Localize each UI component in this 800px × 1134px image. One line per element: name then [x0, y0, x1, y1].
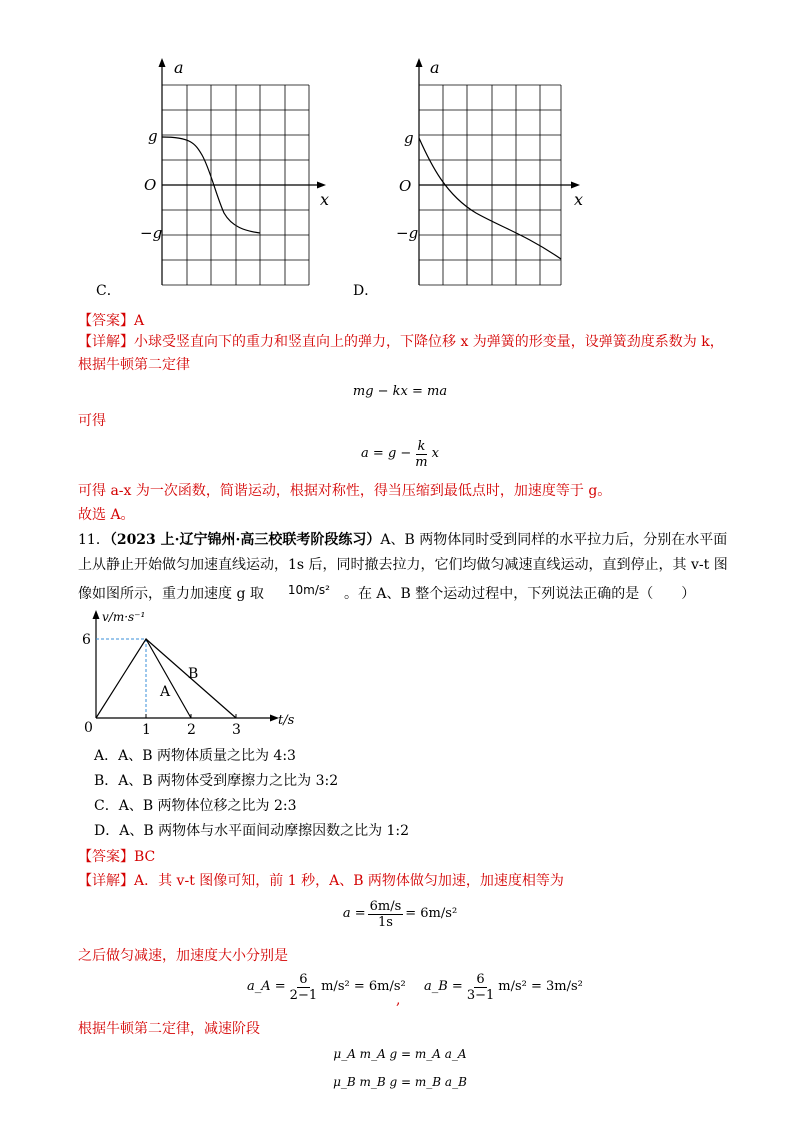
eq-a-right: = 6m/s²: [405, 906, 458, 921]
question-text-3a: 像如图所示，重力加速度 g 取: [78, 586, 264, 602]
question-source: （2023 上·辽宁锦州·高三校联考阶段练习）: [109, 532, 381, 548]
detail-1-equation-2: [0, 436, 800, 472]
eq2-fraction: [413, 439, 429, 470]
detail-1-line-4: 故选 A。: [78, 507, 135, 523]
detail-1-equation-1: mg − kx = ma: [352, 384, 448, 399]
graph-d-tick-neg-g: −g: [396, 224, 419, 242]
graph-c-tick-neg-g: −g: [140, 224, 163, 242]
eq-aa-fraction: [288, 972, 319, 1003]
option-a[interactable]: A．A、B 两物体质量之比为 4:3: [94, 748, 296, 764]
eq-ab-fraction: [465, 972, 496, 1003]
answer-1: 【答案】A: [78, 313, 145, 329]
eq2-left: a = g −: [361, 446, 412, 461]
vt-x-label: t/s: [278, 713, 295, 728]
vt-label-a: A: [160, 684, 171, 700]
eq-ab-right: m/s² = 3m/s²: [498, 979, 583, 994]
graph-d: [396, 55, 596, 295]
eq-aa-right: m/s² = 6m/s²: [321, 979, 406, 994]
detail-2-line-3: 根据牛顿第二定律，减速阶段: [78, 1021, 260, 1037]
detail-2-line-1: 【详解】A．其 v-t 图像可知，前 1 秒，A、B 两物体做匀加速，加速度相等为: [78, 873, 564, 889]
detail-2-equation-3: μ_A m_A g = m_A a_A: [333, 1047, 467, 1061]
answer-2: 【答案】BC: [78, 849, 156, 865]
detail-2-equation-1: [0, 894, 800, 934]
vt-label-b: B: [188, 666, 199, 682]
graph-c-tick-origin: O: [144, 176, 157, 194]
vt-graph: [82, 606, 302, 741]
detail-1-kede: 可得: [78, 413, 106, 429]
eq-a-left: a =: [342, 906, 366, 921]
question-text-1: A、B 两物体同时受到同样的水平拉力后，分别在水平面: [380, 532, 728, 548]
detail-1-line-2: 根据牛顿第二定律: [78, 357, 190, 373]
question-11-line-2: 上从静止开始做匀加速直线运动，1s 后，同时撤去拉力，它们均做匀减速直线运动，直到停止，其 v-t 图: [78, 557, 728, 573]
vt-y-label: v/m·s⁻¹: [102, 610, 146, 624]
eq-ab-numerator: 6: [476, 971, 485, 987]
vt-origin: 0: [84, 720, 93, 736]
graph-c: [140, 55, 340, 295]
graph-c-tick-g: g: [148, 127, 158, 145]
question-11-line-3: [78, 584, 695, 604]
eq2-right: x: [431, 446, 439, 461]
detail-1-line-3: 可得 a-x 为一次函数，简谐运动，根据对称性，得当压缩到最低点时，加速度等于 g。: [78, 483, 612, 499]
eq-aa-left: a_A =: [247, 979, 286, 994]
option-b[interactable]: B．A、B 两物体受到摩擦力之比为 3:2: [94, 773, 339, 789]
option-c[interactable]: C．A、B 两物体位移之比为 2:3: [94, 798, 297, 814]
graph-c-x-axis-label: x: [320, 190, 330, 209]
graph-d-tick-origin: O: [399, 177, 412, 195]
graph-d-tick-g: g: [404, 129, 414, 147]
detail-2-equation-ab: [424, 967, 583, 1007]
option-d[interactable]: D．A、B 两物体与水平面间动摩擦因数之比为 1:2: [94, 823, 410, 839]
graph-d-x-axis-label: x: [574, 190, 584, 209]
eq-ab-left: a_B =: [424, 979, 463, 994]
graph-c-y-axis-label: a: [174, 58, 184, 77]
eq-a-denominator: 1s: [377, 914, 393, 930]
eq2-numerator: k: [417, 438, 426, 454]
question-text-3b: 。在 A、B 整个运动过程中，下列说法正确的是（ ）: [343, 586, 696, 602]
graph-d-y-axis-label: a: [430, 58, 440, 77]
graph-d-label: D．: [353, 283, 379, 299]
vt-y-tick-6: 6: [82, 632, 91, 648]
detail-2-line-2: 之后做匀减速，加速度大小分别是: [78, 948, 288, 964]
vt-line-a: [96, 639, 191, 718]
graph-c-label: C．: [96, 283, 121, 299]
vt-x-tick-3: 3: [232, 722, 241, 738]
eq-a-fraction: [368, 899, 404, 930]
question-11-line-1: [78, 530, 727, 550]
equation-separator: ,: [396, 992, 401, 1008]
detail-1-line-1: 【详解】小球受竖直向下的重力和竖直向上的弹力，下降位移 x 为弹簧的形变量，设弹簧劲度系数为 k，: [78, 334, 724, 350]
detail-2-equation-aa: [247, 967, 406, 1007]
gravity-value: 10m/s²: [287, 583, 330, 597]
detail-2-equation-4: μ_B m_B g = m_B a_B: [333, 1075, 467, 1089]
vt-x-tick-2: 2: [187, 722, 196, 738]
vt-x-tick-1: 1: [142, 722, 151, 738]
question-number: 11．: [78, 532, 110, 548]
eq-a-numerator: 6m/s: [369, 898, 402, 914]
eq-aa-denominator: 2−1: [289, 987, 318, 1003]
eq-ab-denominator: 3−1: [466, 987, 495, 1003]
eq-aa-numerator: 6: [299, 971, 308, 987]
eq2-denominator: m: [415, 454, 428, 470]
